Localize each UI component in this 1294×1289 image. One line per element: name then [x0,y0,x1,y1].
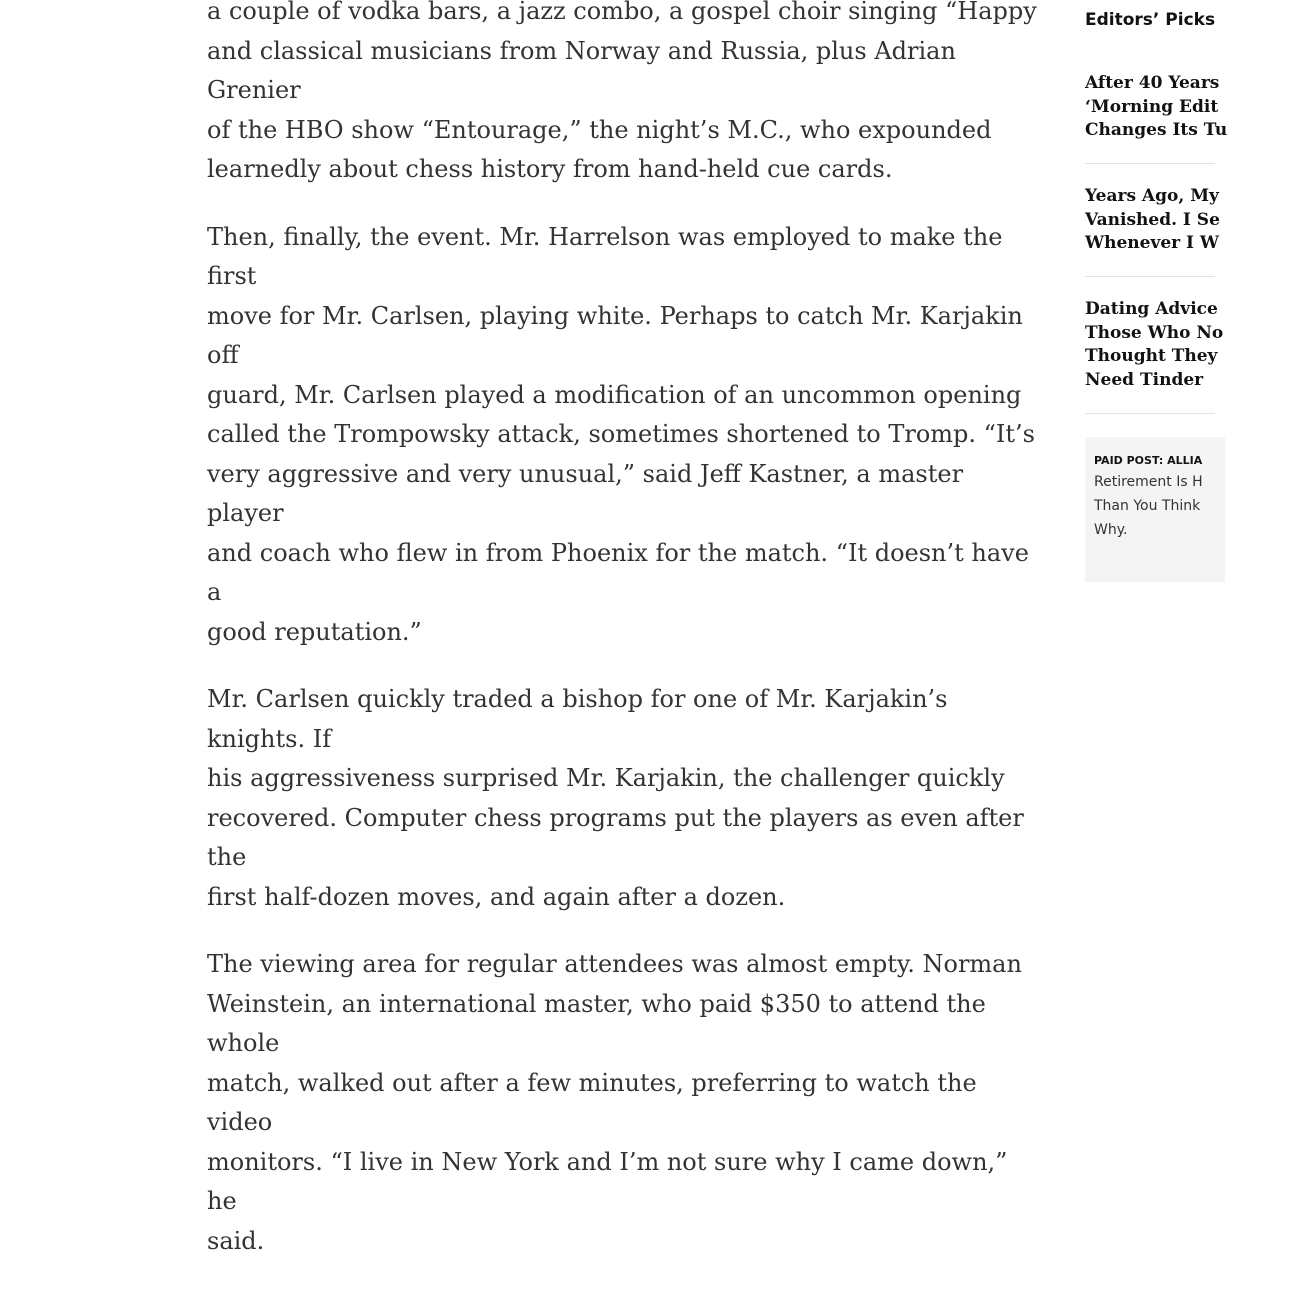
article-paragraph: Then, finally, the event. Mr. Harrelson was employed to make the first move for Mr. Carlsen, playing white. Perhaps to catch Mr. Karjakin off guard, Mr. Carlsen played a modification of an uncommon opening called the Trompowsky attack, sometimes shortened to Tromp. “It’s very aggressive and very unusual,” said Jeff Kastner, a master player and coach who flew in from Phoenix for the match. “It doesn’t have a good reputation.” [207,222,1035,646]
editors-picks-rail [1085,0,1228,900]
article-body [207,0,1037,1289]
editors-pick-link[interactable]: Dating Advice Those Who No Thought They Need Tinder [1085,299,1224,390]
paid-post-card[interactable] [1085,437,1225,582]
article-paragraph: Mr. Carlsen quickly traded a bishop for one of Mr. Karjakin’s knights. If his aggressiveness surprised Mr. Karjakin, the challenger quickly recovered. Computer chess programs put the players as even after the first half-dozen moves, and again after a dozen. [207,685,1024,911]
paid-post-title: Retirement Is H Than You Think Why. [1094,474,1203,538]
divider [1085,163,1215,164]
editors-picks-heading: Editors’ Picks [1085,10,1216,30]
article-paragraph: a couple of vodka bars, a jazz combo, a gospel choir singing “Happy and classical musicians from Norway and Russia, plus Adrian Grenier of the HBO show “Entourage,” the night’s M.C., who expounded learnedly about chess history from hand-held cue cards. [207,0,1037,183]
editors-pick-link[interactable]: Years Ago, My Vanished. I Se Whenever I W [1085,186,1220,253]
paid-post-label: PAID POST: ALLIA [1094,454,1203,467]
article-paragraph: The viewing area for regular attendees was almost empty. Norman Weinstein, an international master, who paid $350 to attend the whole match, walked out after a few minutes, preferring to watch the video monitors. “I live in New York and I’m not sure why I came down,” he said. [207,950,1022,1255]
divider [1085,276,1215,277]
editors-pick-link[interactable]: After 40 Years ‘Morning Edit Changes Its Tu [1085,73,1228,140]
divider [1085,413,1215,414]
